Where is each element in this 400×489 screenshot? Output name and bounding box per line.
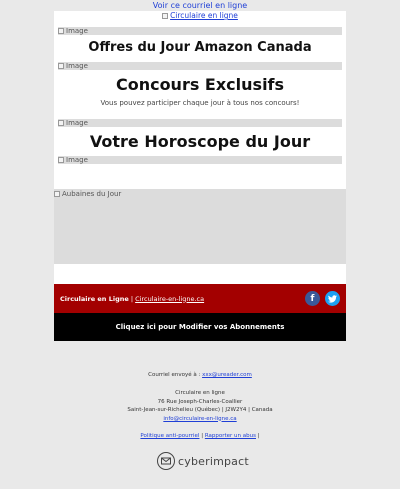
twitter-icon[interactable] [325, 291, 340, 306]
broken-image-icon [58, 120, 64, 126]
company-name: Circulaire en ligne [175, 390, 225, 396]
brand-name: Circulaire en Ligne [60, 294, 129, 303]
twitter-bird-icon [328, 295, 337, 303]
broken-image-icon [58, 157, 64, 163]
horoscope-title[interactable]: Votre Horoscope du Jour [89, 132, 311, 151]
social-links [305, 291, 340, 306]
amazon-banner-image[interactable] [58, 27, 342, 35]
cyberimpact-logo[interactable] [157, 452, 249, 470]
contest-banner-image[interactable] [58, 62, 342, 70]
contest-title[interactable]: Concours Exclusifs [115, 75, 285, 94]
sent-to-email[interactable]: xxx@ureader.com [202, 372, 252, 378]
cyberimpact-wordmark: cyberimpact [178, 454, 249, 468]
logo-alt-text: Circulaire en ligne [170, 11, 238, 20]
deals-image-label [54, 189, 346, 198]
separator: | [201, 433, 204, 439]
horoscope-image[interactable] [58, 156, 342, 164]
report-abuse-link[interactable]: Rapporter un abus [204, 433, 256, 439]
logo-link[interactable] [162, 11, 238, 20]
deals-alt-text: Aubaines du Jour [62, 190, 122, 198]
image-alt-text: Image [66, 62, 88, 70]
brand-line [60, 295, 204, 303]
street-address: 76 Rue Joseph-Charles-Coallier [157, 398, 243, 405]
facebook-icon[interactable]: f [305, 291, 320, 306]
manage-subscriptions-link[interactable]: Cliquez ici pour Modifier vos Abonnements [115, 323, 285, 331]
image-alt-text: Image [66, 156, 88, 164]
envelope-icon [160, 455, 172, 467]
horoscope-banner-image[interactable] [58, 119, 342, 127]
address-block [0, 389, 400, 423]
view-online-bar [0, 0, 400, 11]
separator: | [130, 294, 134, 303]
anti-spam-policy-link[interactable]: Politique anti-pourriel [140, 433, 200, 439]
cyberimpact-mark-icon [157, 452, 175, 470]
contest-text: Vous pouvez participer chaque jour à tous nos concours! [100, 99, 300, 107]
city-address: Saint-Jean-sur-Richelieu (Québec) | J2W2Y4 | Canada [127, 407, 273, 413]
sent-to-line [0, 371, 400, 380]
image-alt-text: Image [66, 119, 88, 127]
broken-image-icon [54, 191, 60, 197]
view-online-link[interactable]: Voir ce courriel en ligne [152, 1, 248, 10]
site-link[interactable]: Circulaire-en-ligne.ca [135, 294, 205, 303]
logo-row [54, 11, 346, 20]
deals-image[interactable] [54, 189, 346, 264]
brand-footer [54, 284, 346, 313]
sent-to-label: Courriel envoyé à : [148, 372, 201, 378]
image-alt-text: Image [66, 27, 88, 35]
broken-image-icon [58, 28, 64, 34]
broken-image-icon [58, 63, 64, 69]
contact-email[interactable]: info@circulaire-en-ligne.ca [163, 415, 237, 422]
broken-image-icon [162, 13, 168, 19]
amazon-title[interactable]: Offres du Jour Amazon Canada [88, 40, 312, 55]
separator: | [257, 433, 260, 439]
email-card [54, 11, 346, 284]
legal-links [0, 432, 400, 441]
manage-subscriptions-bar[interactable] [54, 313, 346, 341]
